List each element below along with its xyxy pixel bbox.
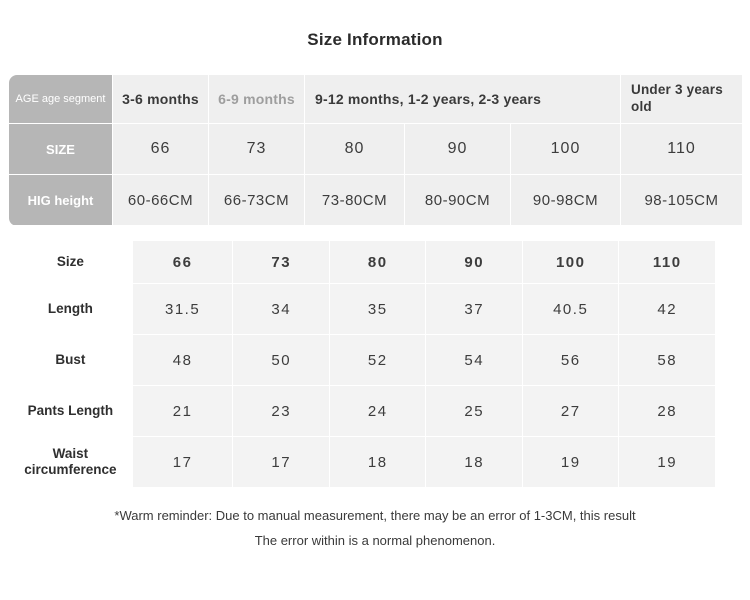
height-cell-66: 60-66CM	[113, 175, 209, 226]
table-row-size	[9, 124, 743, 175]
waist-100: 19	[522, 437, 619, 488]
pants-length-100: 27	[522, 386, 619, 437]
size-information-page	[0, 30, 750, 600]
table-row	[9, 437, 716, 488]
height-cell-80: 73-80CM	[305, 175, 405, 226]
size-cell-80: 80	[305, 124, 405, 175]
measurement-header-label: Size	[9, 241, 133, 284]
age-segment-cell-2: 6-9 months	[209, 75, 305, 124]
waist-110: 19	[619, 437, 716, 488]
row-label-pants-length: Pants Length	[9, 386, 133, 437]
age-segment-cell-4: Under 3 years old	[621, 75, 743, 124]
note-line-2: The error within is a normal phenomenon.	[254, 532, 496, 548]
table-row	[9, 386, 716, 437]
waist-80: 18	[329, 437, 426, 488]
waist-73: 17	[233, 437, 330, 488]
pants-length-90: 25	[426, 386, 523, 437]
size-cell-73: 73	[209, 124, 305, 175]
measurement-col-90: 90	[426, 241, 523, 284]
row-label-length: Length	[9, 284, 133, 335]
measurement-header-row	[9, 241, 716, 284]
size-cell-90: 90	[405, 124, 511, 175]
size-cell-66: 66	[113, 124, 209, 175]
measurement-col-73: 73	[233, 241, 330, 284]
length-66: 31.5	[132, 284, 233, 335]
height-cell-110: 98-105CM	[621, 175, 743, 226]
measurement-col-80: 80	[329, 241, 426, 284]
size-label-cell: SIZE	[9, 124, 113, 175]
pants-length-80: 24	[329, 386, 426, 437]
measurement-col-110: 110	[619, 241, 716, 284]
waist-66: 17	[132, 437, 233, 488]
size-cell-110: 110	[621, 124, 743, 175]
age-label-cell: AGE age segment	[9, 75, 113, 124]
measurement-col-100: 100	[522, 241, 619, 284]
table-row	[9, 284, 716, 335]
bust-90: 54	[426, 335, 523, 386]
pants-length-73: 23	[233, 386, 330, 437]
row-label-bust: Bust	[9, 335, 133, 386]
pants-length-66: 21	[132, 386, 233, 437]
table-row-height	[9, 175, 743, 226]
size-cell-100: 100	[511, 124, 621, 175]
height-cell-73: 66-73CM	[209, 175, 305, 226]
height-label-cell: HIG height	[9, 175, 113, 226]
age-segment-cell-3: 9-12 months, 1-2 years, 2-3 years	[305, 75, 621, 124]
age-segment-cell-1: 3-6 months	[113, 75, 209, 124]
table-row-age	[9, 75, 743, 124]
note-line-1: *Warm reminder: Due to manual measurement, there may be an error of 1-3CM, this result	[114, 508, 636, 523]
footer-notes	[0, 504, 750, 553]
row-label-waist-circumference: Waist circumference	[9, 437, 133, 488]
measurement-table	[8, 240, 716, 488]
bust-66: 48	[132, 335, 233, 386]
length-100: 40.5	[522, 284, 619, 335]
height-cell-90: 80-90CM	[405, 175, 511, 226]
waist-90: 18	[426, 437, 523, 488]
measurement-col-66: 66	[132, 241, 233, 284]
measurement-table-container	[0, 240, 716, 488]
table-row	[9, 335, 716, 386]
length-110: 42	[619, 284, 716, 335]
page-title: Size Information	[307, 30, 443, 49]
bust-73: 50	[233, 335, 330, 386]
age-size-table	[8, 74, 743, 226]
length-80: 35	[329, 284, 426, 335]
length-90: 37	[426, 284, 523, 335]
bust-100: 56	[522, 335, 619, 386]
pants-length-110: 28	[619, 386, 716, 437]
length-73: 34	[233, 284, 330, 335]
bust-110: 58	[619, 335, 716, 386]
age-size-table-container	[8, 74, 742, 226]
height-cell-100: 90-98CM	[511, 175, 621, 226]
bust-80: 52	[329, 335, 426, 386]
